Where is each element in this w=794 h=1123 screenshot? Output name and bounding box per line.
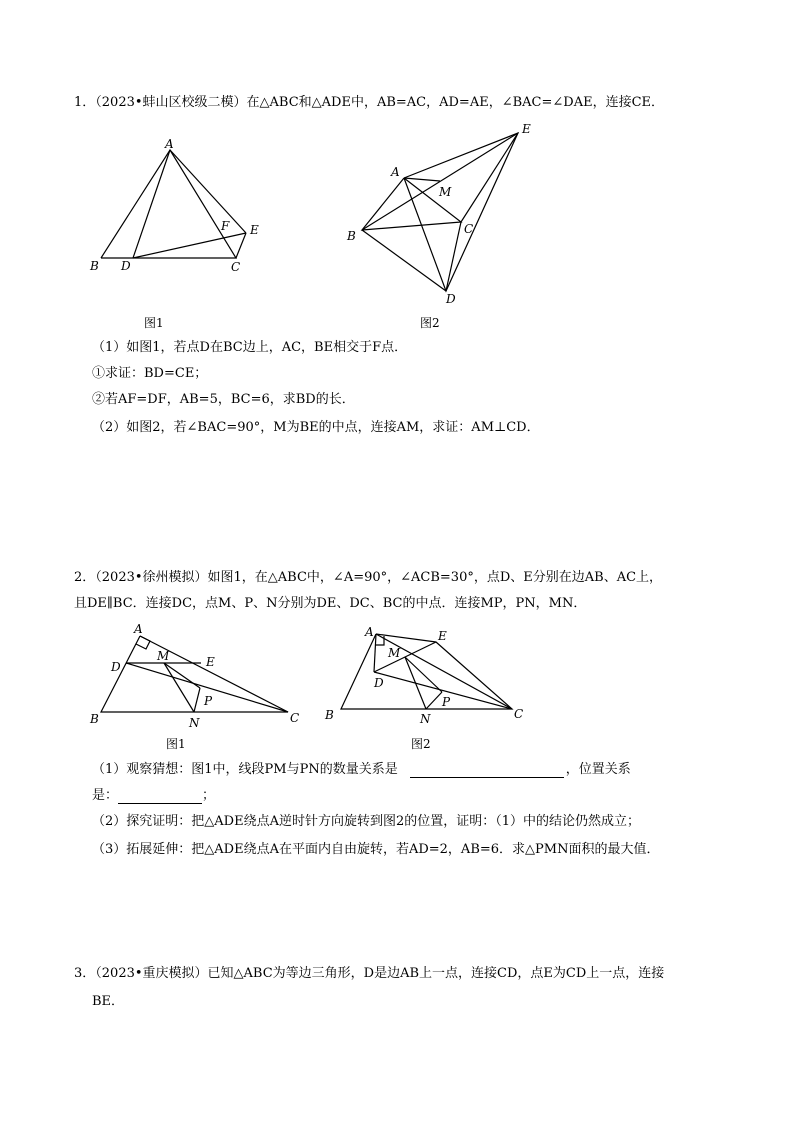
q2-f1-label-C: C — [290, 711, 300, 725]
q2-f1-label-B: B — [90, 712, 99, 726]
q2-part1-text-c: 是： — [92, 788, 119, 803]
q2-part1-text-b: ，位置关系 — [565, 762, 631, 777]
q1-f1-label-A: A — [165, 137, 174, 151]
q1-part2: （2）如图2，若∠BAC=90°，M为BE的中点，连接AM，求证：AM⊥CD． — [92, 420, 540, 435]
q2-answer-blank-quantity[interactable] — [410, 761, 564, 778]
q1-f2-label-M: M — [439, 185, 452, 199]
q1-f1-label-B: B — [90, 259, 99, 273]
q2-part1-text-a: （1）观察猜想：图1中，线段PM与PN的数量关系是 — [92, 762, 398, 777]
q1-part1: （1）如图1，若点D在BC边上，AC，BE相交于F点． — [92, 340, 408, 355]
q1-part1-i: ①求证：BD=CE； — [92, 366, 208, 381]
q2-answer-blank-position[interactable] — [118, 787, 202, 804]
q2-f2-label-D: D — [374, 676, 384, 690]
q1-f2-label-D: D — [446, 292, 456, 306]
q2-stem-line1: 2．（2023•徐州模拟）如图1，在△ABC中，∠A=90°，∠ACB=30°，点D、E分别在边AB、AC上， — [74, 570, 663, 585]
q1-stem: 1．（2023•蚌山区校级二模）在△ABC和△ADE中，AB=AC，AD=AE，∠BAC=∠DAE，连接CE． — [74, 95, 665, 110]
q2-part1-text-end: ； — [202, 788, 216, 803]
q2-f2-label-E: E — [438, 629, 447, 643]
q2-f2-label-A: A — [365, 625, 374, 639]
q1-f1-label-D: D — [121, 259, 131, 273]
q2-f2-label-N: N — [420, 712, 431, 726]
q3-stem-line2: BE． — [92, 994, 125, 1009]
q1-f2-label-E: E — [522, 122, 531, 136]
q2-f1-label-D: D — [111, 660, 121, 674]
q2-f1-label-E: E — [206, 655, 215, 669]
q1-f2-label-A: A — [391, 165, 400, 179]
q1-fig2-caption: 图2 — [420, 316, 440, 330]
q2-f2-label-M: M — [388, 646, 401, 660]
q2-fig2-caption: 图2 — [411, 737, 431, 751]
q2-part1-line1 — [92, 761, 631, 778]
q2-figure-2 — [324, 625, 523, 726]
q1-f2-label-C: C — [464, 222, 474, 236]
q2-fig1-caption: 图1 — [166, 737, 186, 751]
q1-f2-label-B: B — [347, 229, 356, 243]
q2-f2-label-C: C — [514, 707, 524, 721]
q2-f1-label-A: A — [134, 622, 143, 636]
q1-fig1-caption: 图1 — [144, 316, 164, 330]
q3-stem-line1: 3．（2023•重庆模拟）已知△ABC为等边三角形，D是边AB上一点，连接CD，点E为CD上一点，连接 — [74, 966, 665, 981]
q2-part3: （3）拓展延伸：把△ADE绕点A在平面内自由旋转，若AD=2，AB=6．求△PMN面积的最大值． — [92, 842, 660, 857]
q2-f1-label-M: M — [157, 649, 170, 663]
q2-stem-line2: 且DE∥BC．连接DC，点M、P、N分别为DE、DC、BC的中点．连接MP，PN，MN． — [74, 596, 587, 611]
q2-f1-label-P: P — [204, 694, 213, 708]
q2-figure-1 — [89, 622, 299, 730]
q1-f1-label-C: C — [231, 260, 241, 274]
q1-f1-label-F: F — [221, 219, 230, 233]
q2-part2: （2）探究证明：把△ADE绕点A逆时针方向旋转到图2的位置，证明：（1）中的结论仍然成立； — [92, 814, 641, 829]
q1-f1-label-E: E — [250, 223, 259, 237]
q2-f1-label-N: N — [189, 716, 200, 730]
q2-f2-label-P: P — [442, 695, 451, 709]
q2-part1-line2 — [92, 787, 215, 804]
q1-part1-ii: ②若AF=DF，AB=5，BC=6，求BD的长． — [92, 392, 355, 407]
q2-f2-label-B: B — [325, 708, 334, 722]
